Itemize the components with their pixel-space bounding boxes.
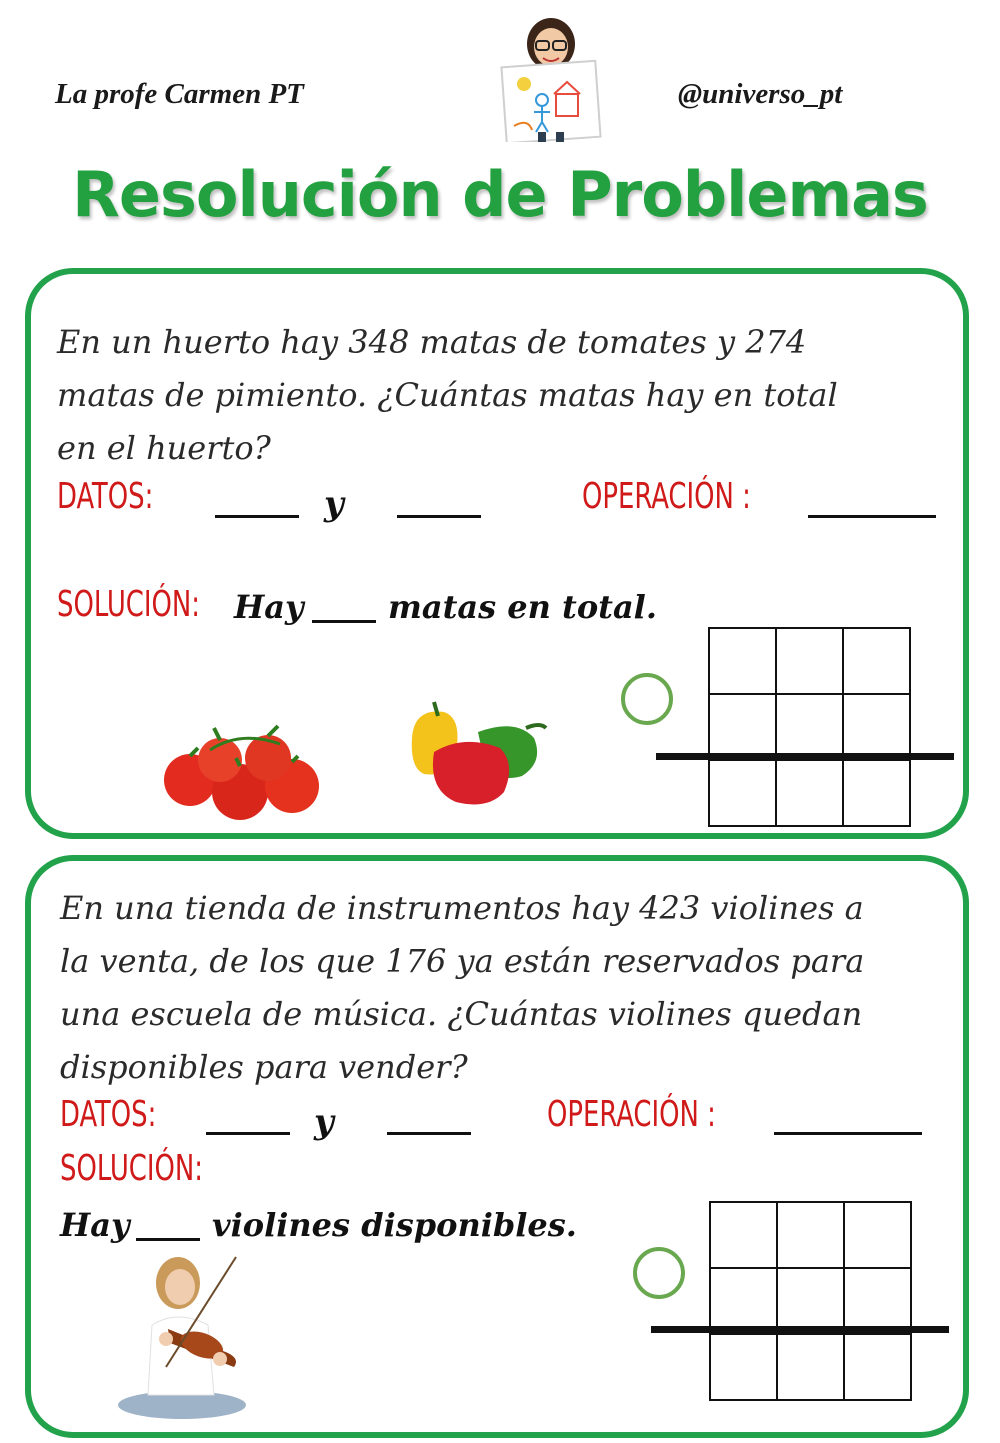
problem-2-line: En una tienda de instrumentos hay 423 violines a [60,889,864,927]
tomatoes-image [160,720,332,820]
page-title: Resolución de Problemas [72,158,928,231]
operation-grid[interactable] [709,1201,912,1401]
problem-2-line: disponibles para vender? [60,1048,468,1086]
answer-suffix: violines disponibles. [212,1206,577,1244]
grid-cell[interactable] [845,1335,912,1401]
datos-connector: y [314,1102,334,1142]
grid-cell[interactable] [778,1335,845,1401]
operation-bar [651,1326,949,1333]
solucion-blank[interactable] [136,1238,200,1241]
grid-cell[interactable] [778,1203,845,1269]
solucion-label: SOLUCIÓN: [57,584,201,625]
grid-cell[interactable] [710,629,777,695]
grid-cell[interactable] [845,1203,912,1269]
datos-connector: y [324,484,344,524]
grid-cell[interactable] [777,629,844,695]
datos-blank-1[interactable] [215,515,299,518]
grid-cell[interactable] [710,695,777,761]
problem-2-text [60,882,864,1094]
operation-bar [656,753,954,760]
author-handle: @universo_pt [678,78,843,110]
problem-1-line: matas de pimiento. ¿Cuántas matas hay en total [57,376,838,414]
carry-circle[interactable] [621,673,673,725]
problem-1-line: en el huerto? [57,429,271,467]
grid-cell[interactable] [710,761,777,827]
datos-label: DATOS: [57,476,154,517]
problem-1-line: En un huerto hay 348 matas de tomates y 274 [57,323,807,361]
operation-grid[interactable] [708,627,911,827]
problem-2-line: una escuela de música. ¿Cuántas violines quedan [60,995,863,1033]
answer-suffix: matas en total. [388,588,657,626]
answer-prefix: Hay [234,588,304,626]
problem-2-line: la venta, de los que 176 ya están reservados para [60,942,865,980]
grid-cell[interactable] [711,1335,778,1401]
operacion-blank[interactable] [808,515,936,518]
grid-cell[interactable] [844,695,911,761]
datos-blank-2[interactable] [397,515,481,518]
grid-cell[interactable] [844,761,911,827]
datos-label: DATOS: [60,1094,157,1135]
solucion-label: SOLUCIÓN: [60,1148,204,1189]
girl-violin-image [108,1255,254,1421]
problem-1-text [57,316,838,475]
grid-cell[interactable] [711,1203,778,1269]
operacion-label: OPERACIÓN : [547,1094,716,1135]
grid-cell[interactable] [777,695,844,761]
author-name: La profe Carmen PT [55,78,304,110]
datos-blank-1[interactable] [206,1132,290,1135]
datos-blank-2[interactable] [387,1132,471,1135]
solucion-blank[interactable] [312,620,376,623]
grid-cell[interactable] [777,761,844,827]
teacher-avatar-icon [498,14,604,142]
answer-prefix: Hay [60,1206,130,1244]
operacion-label: OPERACIÓN : [582,476,751,517]
peppers-image [404,698,552,810]
carry-circle[interactable] [633,1247,685,1299]
operacion-blank[interactable] [774,1132,922,1135]
grid-cell[interactable] [844,629,911,695]
